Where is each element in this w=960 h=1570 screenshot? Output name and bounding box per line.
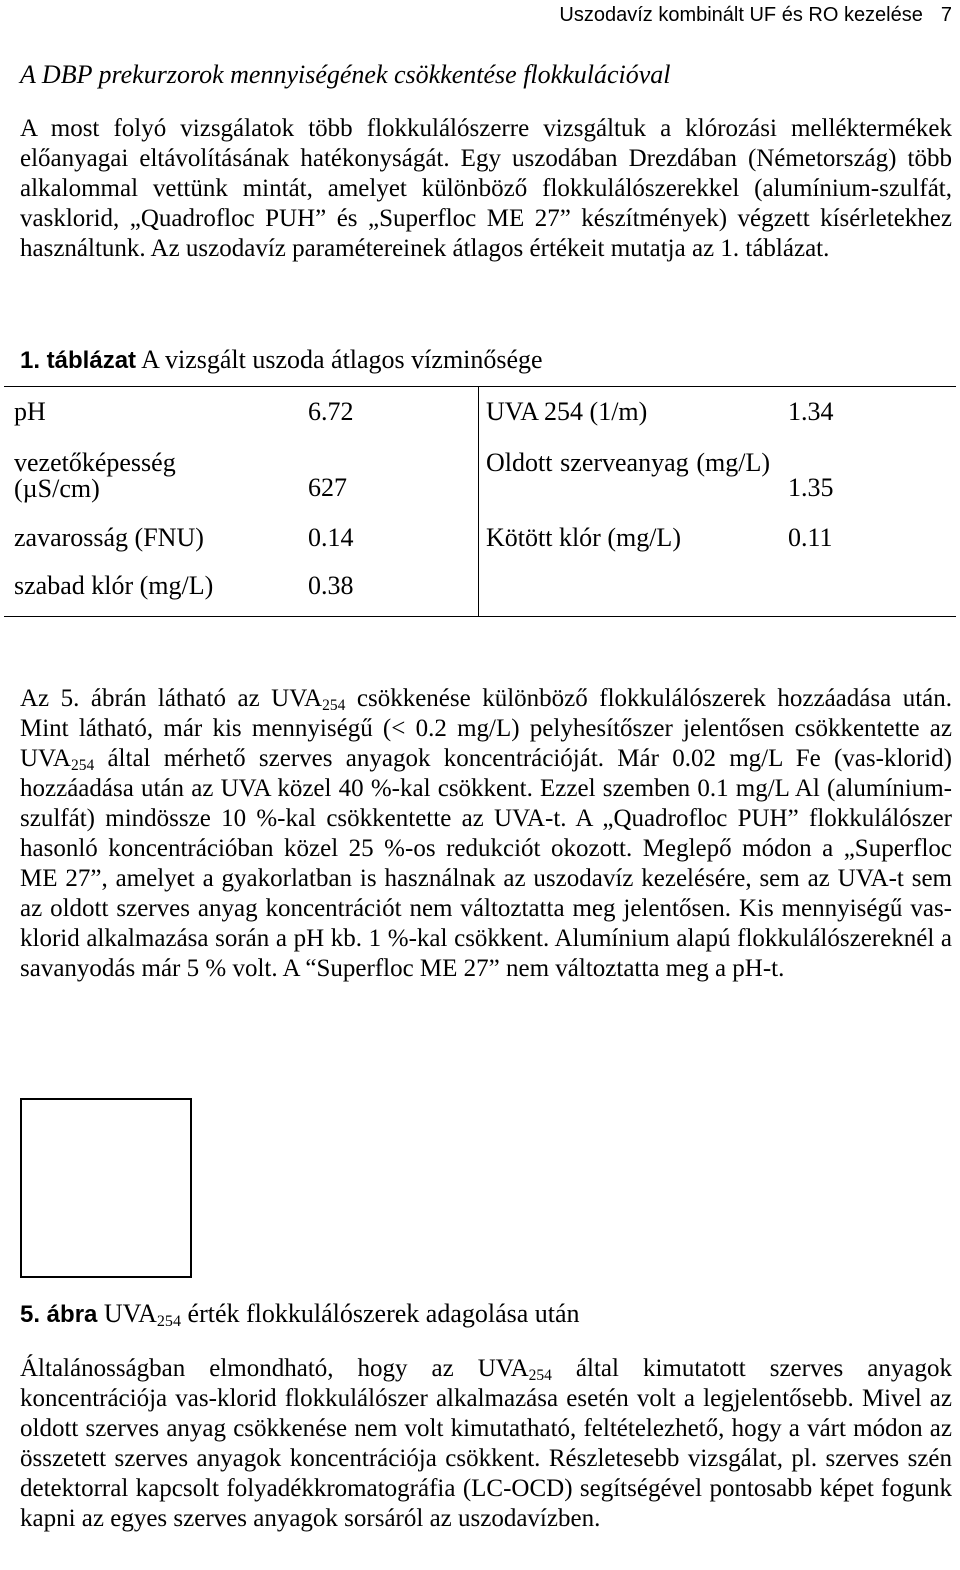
table-value-conductivity: 627 bbox=[308, 473, 347, 502]
table-value-uva254: 1.34 bbox=[788, 397, 834, 426]
table-column-divider bbox=[478, 386, 479, 616]
running-title: Uszodavíz kombinált UF és RO kezelése bbox=[559, 4, 923, 26]
table-value-ph: 6.72 bbox=[308, 397, 354, 426]
paragraph-results-text-3: által mérhető szerves anyagok koncentrációját. Már 0.02 mg/L Fe (vas-klorid) hozzáadása után az UVA közel 40 %-kal csökkent. Ezzel szemben 0.1 mg/L Al (alumínium-szulfát) mindössze 10 %-kal csökkentette az UVA-t. A „Quadrofloc PUH” flokkulálószer hasonló koncentrációban közel 25 %-os redukciót okozott. Meglepő módon a „Superfloc ME 27”, amelyet a gyakorlatban is használnak az uszodavíz kezelésére, sem az UVA-t sem az oldott szerves anyag koncentrációt nem változtatta meg jelentősen. Kis mennyiségű vas-klorid alkalmazása során a pH kb. 1 %-kal csökkent. Alumínium alapú flokkulálószereknél a savanyodás már 5 % volt. A “Superfloc ME 27” nem változtatta meg a pH-t. bbox=[20, 745, 952, 982]
paragraph-intro: A most folyó vizsgálatok több flokkulálószerre vizsgáltuk a klórozási melléktermékek előanyagai eltávolításának hatékonyságát. Egy uszodában Drezdában (Németország) több alkalommal vettünk mintát, amelyet különböző flokkulálószerekkel (alumínium-szulfát, vasklorid, „Quadrofloc PUH” és „Superfloc ME 27” készítmények) végzett kísérletekhez használtunk. Az uszodavíz paramétereinek átlagos értékeit mutatja az 1. táblázat. bbox=[20, 115, 952, 262]
figure-caption-text-2: érték flokkulálószerek adagolása után bbox=[181, 1299, 580, 1328]
uva-subscript: 254 bbox=[528, 1366, 552, 1384]
table-top-rule bbox=[4, 386, 956, 387]
table-param-ph: pH bbox=[14, 397, 46, 426]
table-param-dissolved-organics: Oldott szerveanyag (mg/L) bbox=[486, 448, 770, 477]
section-title: A DBP prekurzorok mennyiségének csökkentése flokkulációval bbox=[20, 60, 671, 89]
table-param-turbidity: zavarosság (FNU) bbox=[14, 523, 204, 552]
uva-subscript: 254 bbox=[70, 756, 95, 774]
table-param-conductivity: vezetőképesség (µS/cm) bbox=[14, 448, 176, 503]
paragraph-results-text-1: Az 5. ábrán látható az UVA bbox=[20, 685, 323, 712]
figure-caption-label: 5. ábra bbox=[20, 1301, 98, 1328]
page-number: 7 bbox=[940, 4, 952, 26]
uva-subscript: 254 bbox=[322, 696, 346, 714]
figure-caption bbox=[20, 1299, 580, 1330]
uva-subscript: 254 bbox=[156, 1313, 182, 1331]
table-value-turbidity: 0.14 bbox=[308, 523, 354, 552]
table-value-dissolved-organics: 1.35 bbox=[788, 473, 834, 502]
table-bottom-rule bbox=[4, 616, 956, 617]
table-param-uva254: UVA 254 (1/m) bbox=[486, 397, 648, 426]
table-caption-label: 1. táblázat bbox=[20, 347, 137, 374]
paragraph-results bbox=[20, 684, 952, 984]
table-caption-text: A vizsgált uszoda átlagos vízminősége bbox=[141, 345, 543, 374]
table-value-combined-chlorine: 0.11 bbox=[788, 523, 833, 552]
table-value-free-chlorine: 0.38 bbox=[308, 571, 354, 600]
figure-placeholder bbox=[20, 1098, 192, 1278]
paragraph-conclusion-text-1: Általánosságban elmondható, hogy az UVA bbox=[20, 1355, 529, 1382]
running-header bbox=[559, 2, 952, 28]
table-param-free-chlorine: szabad klór (mg/L) bbox=[14, 571, 214, 600]
table-param-combined-chlorine: Kötött klór (mg/L) bbox=[486, 523, 681, 552]
table-caption bbox=[20, 345, 543, 376]
paragraph-conclusion-text-2: által kimutatott szerves anyagok koncentrációja vas-klorid flokkulálószer alkalmazása esetén volt a legjelentősebb. Mivel az oldott szerves anyag csökkenése nem volt kimutatható, feltételezhető, hogy a várt módon az összetett szerves anyagok koncentrációja csökkent. Részletesebb vizsgálat, pl. szerves szén detektorral kapcsolt folyadékkromatográfia (LC-OCD) segítségével pontosabb képet fogunk kapni az egyes szerves anyagok sorsáról az uszodavízben. bbox=[20, 1355, 952, 1532]
figure-caption-text-1: UVA bbox=[103, 1299, 157, 1328]
paragraph-conclusion bbox=[20, 1354, 952, 1534]
paragraph-results-text-2: csökkenése különböző flokkulálószerek hozzáadása után. Mint látható, már kis mennyiségű (< 0.2 mg/L) pelyhesítőszer jelentősen csökkentette az UVA bbox=[20, 685, 952, 772]
